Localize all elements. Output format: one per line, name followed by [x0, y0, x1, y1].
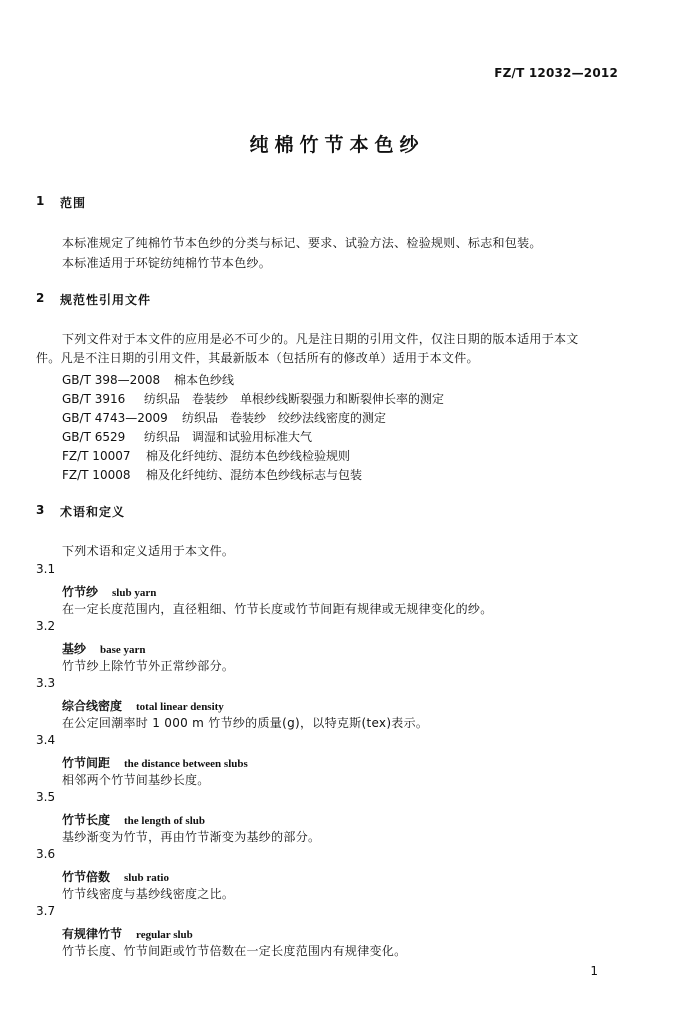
- clause-number: 3.4: [36, 733, 56, 747]
- term-chinese: 竹节倍数: [62, 870, 111, 884]
- reference-item: [62, 388, 444, 407]
- reference-name: 纺织品 卷装纱 绞纱法线密度的测定: [182, 411, 387, 425]
- term-heading: [62, 638, 146, 657]
- reference-code: FZ/T 10007: [62, 449, 131, 463]
- reference-code: GB/T 398—2008: [62, 373, 161, 387]
- reference-item: [62, 426, 312, 445]
- term-definition: 相邻两个竹节间基纱长度。: [62, 773, 210, 787]
- term-chinese: 有规律竹节: [62, 927, 123, 941]
- section-2-title: 规范性引用文件: [60, 293, 152, 307]
- clause-number: 3.5: [36, 790, 56, 804]
- term-chinese: 竹节纱: [62, 585, 99, 599]
- section-3-intro: 下列术语和定义适用于本文件。: [62, 544, 235, 558]
- reference-code: GB/T 6529: [62, 430, 126, 444]
- term-english: slub ratio: [124, 872, 169, 884]
- section-2-number: 2: [36, 291, 45, 305]
- clause-number: 3.1: [36, 562, 56, 576]
- term-chinese: 综合线密度: [62, 699, 123, 713]
- term-heading: [62, 866, 169, 885]
- section-3-number: 3: [36, 503, 45, 517]
- section-3-title: 术语和定义: [60, 505, 126, 519]
- clause-number: 3.3: [36, 676, 56, 690]
- reference-code: GB/T 3916: [62, 392, 126, 406]
- clause-number: 3.7: [36, 904, 56, 918]
- term-heading: [62, 923, 193, 942]
- reference-item: [62, 464, 362, 483]
- section-2-intro: 下列文件对于本文件的应用是必不可少的。凡是注日期的引用文件，仅注日期的版本适用于本文: [62, 332, 579, 346]
- reference-name: 纺织品 调湿和试验用标准大气: [144, 430, 313, 444]
- reference-name: 棉本色纱线: [174, 373, 235, 387]
- term-heading: [62, 752, 248, 771]
- term-english: total linear density: [136, 701, 224, 713]
- page-number: 1: [590, 964, 598, 978]
- term-english: regular slub: [136, 929, 193, 941]
- term-definition: 竹节纱上除竹节外正常纱部分。: [62, 659, 235, 673]
- term-chinese: 竹节间距: [62, 756, 111, 770]
- clause-number: 3.2: [36, 619, 56, 633]
- reference-code: GB/T 4743—2009: [62, 411, 168, 425]
- reference-name: 棉及化纤纯纺、混纺本色纱线检验规则: [146, 449, 351, 463]
- reference-name: 纺织品 卷装纱 单根纱线断裂强力和断裂伸长率的测定: [144, 392, 445, 406]
- term-heading: [62, 581, 156, 600]
- section-1-paragraph: 本标准规定了纯棉竹节本色纱的分类与标记、要求、试验方法、检验规则、标志和包装。: [62, 236, 542, 250]
- term-english: slub yarn: [112, 587, 157, 599]
- reference-item: [62, 369, 234, 388]
- standard-code: FZ/T 12032—2012: [494, 66, 618, 80]
- section-1-paragraph: 本标准适用于环锭纺纯棉竹节本色纱。: [62, 256, 272, 270]
- term-definition: 竹节长度、竹节间距或竹节倍数在一定长度范围内有规律变化。: [62, 944, 407, 958]
- clause-number: 3.6: [36, 847, 56, 861]
- document-title: 纯棉竹节本色纱: [249, 134, 425, 156]
- term-heading: [62, 809, 205, 828]
- term-heading: [62, 695, 224, 714]
- term-chinese: 基纱: [62, 642, 87, 656]
- reference-code: FZ/T 10008: [62, 468, 131, 482]
- section-1-number: 1: [36, 194, 45, 208]
- term-english: the length of slub: [124, 815, 206, 827]
- term-definition: 基纱渐变为竹节，再由竹节渐变为基纱的部分。: [62, 830, 321, 844]
- term-english: base yarn: [100, 644, 146, 656]
- term-definition: 在公定回潮率时 1 000 m 竹节纱的质量(g)，以特克斯(tex)表示。: [62, 716, 429, 730]
- reference-item: [62, 445, 350, 464]
- reference-name: 棉及化纤纯纺、混纺本色纱线标志与包装: [146, 468, 363, 482]
- term-definition: 在一定长度范围内，直径粗细、竹节长度或竹节间距有规律或无规律变化的纱。: [62, 602, 493, 616]
- section-2-intro: 件。凡是不注日期的引用文件，其最新版本（包括所有的修改单）适用于本文件。: [36, 351, 479, 365]
- term-definition: 竹节线密度与基纱线密度之比。: [62, 887, 235, 901]
- term-english: the distance between slubs: [124, 758, 248, 770]
- term-chinese: 竹节长度: [62, 813, 111, 827]
- reference-item: [62, 407, 386, 426]
- section-1-title: 范围: [60, 196, 87, 210]
